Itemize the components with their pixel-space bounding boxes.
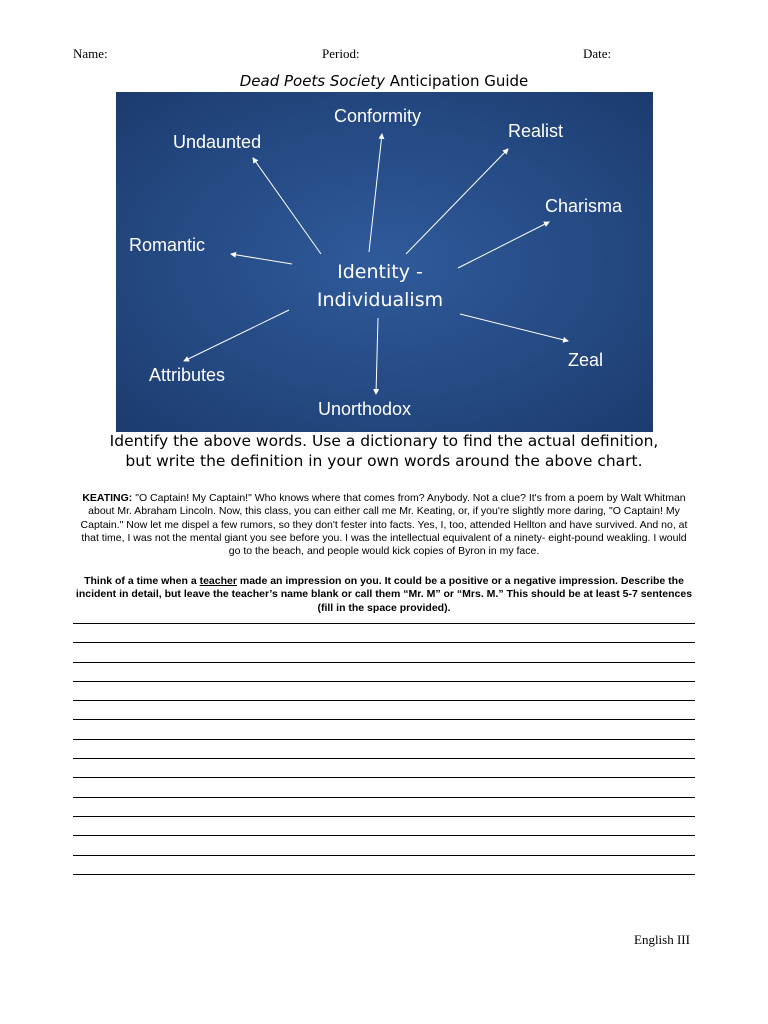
name-label: Name: xyxy=(73,46,108,61)
prompt-after: made an impression on you. It could be a positive or a negative impression. Describe the incident in detail, but leave the teacher’s name blank or call them “Mr. M” or “Mrs. M.” This should be at least 5-7 sentences (fill in the space provided). xyxy=(75,575,693,614)
arrow-unorthodox xyxy=(376,318,378,394)
writing-prompt xyxy=(70,575,698,615)
arrow-zeal xyxy=(460,314,568,341)
writing-line[interactable] xyxy=(73,700,695,701)
instructions-line-2: but write the definition in your own words around the above chart. xyxy=(125,452,643,470)
prompt-underlined: teacher xyxy=(199,575,237,587)
writing-line[interactable] xyxy=(73,797,695,798)
course-footer: English III xyxy=(634,932,690,947)
writing-line[interactable] xyxy=(73,642,695,643)
arrow-conformity xyxy=(369,134,382,252)
writing-line[interactable] xyxy=(73,719,695,720)
instructions-line-1: Identify the above words. Use a dictionary to find the actual definition, xyxy=(109,432,659,450)
word-romantic: Romantic xyxy=(129,235,206,255)
arrow-realist xyxy=(406,149,508,254)
word-unorthodox: Unorthodox xyxy=(318,399,412,419)
writing-line[interactable] xyxy=(73,855,695,856)
quote-text: "O Captain! My Captain!" Who knows where that comes from? Anybody. Not a clue? It's from a poem by Walt Whitman about Mr. Abraham Lincoln. Now, this class, you can either call me Mr. Keating, or, if you're slightly more daring, "O Captain! My Captain." Now let me dispel a few rumors, so they don't fester into facts. Yes, I, too, attended Hellton and have survived. And no, at that time, I was not the mental giant you see before you. I was the intellectual equivalent of a ninety- eight-pound weakling. I would go to the beach, and people would kick copies of Byron in my face. xyxy=(80,492,688,558)
writing-line[interactable] xyxy=(73,662,695,663)
writing-line[interactable] xyxy=(73,777,695,778)
word-realist: Realist xyxy=(508,121,564,141)
instructions xyxy=(40,431,728,471)
page-title xyxy=(0,72,768,90)
word-web-chart xyxy=(116,92,653,432)
title-rest: Anticipation Guide xyxy=(385,72,529,90)
writing-line[interactable] xyxy=(73,874,695,875)
prompt-before: Think of a time when a xyxy=(84,575,200,587)
writing-lines[interactable] xyxy=(73,623,695,893)
writing-line[interactable] xyxy=(73,623,695,624)
writing-line[interactable] xyxy=(73,681,695,682)
keating-quote xyxy=(76,492,692,558)
writing-line[interactable] xyxy=(73,816,695,817)
word-attributes: Attributes xyxy=(149,365,226,385)
writing-line[interactable] xyxy=(73,835,695,836)
title-film-name: Dead Poets Society xyxy=(239,72,385,90)
writing-line[interactable] xyxy=(73,739,695,740)
center-concept xyxy=(280,258,480,314)
word-undaunted: Undaunted xyxy=(173,132,262,152)
date-label: Date: xyxy=(583,46,612,61)
word-charisma: Charisma xyxy=(545,196,623,216)
arrow-attributes xyxy=(184,310,289,361)
center-line-1: Identity - xyxy=(337,261,423,283)
word-zeal: Zeal xyxy=(568,350,604,370)
arrow-undaunted xyxy=(253,158,321,254)
writing-line[interactable] xyxy=(73,758,695,759)
center-line-2: Individualism xyxy=(316,289,444,311)
period-label: Period: xyxy=(322,46,360,61)
word-conformity: Conformity xyxy=(334,106,422,126)
quote-speaker: KEATING: xyxy=(82,492,133,504)
